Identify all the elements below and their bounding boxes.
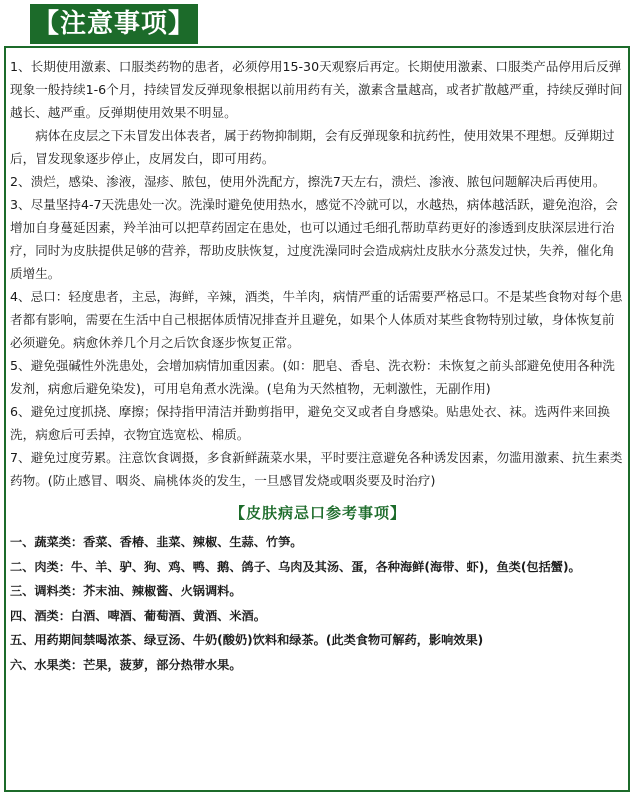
- notice-paragraph-3: 3、尽量坚持4-7天洗患处一次。洗澡时避免使用热水，感觉不冷就可以，水越热，病体越活跃，避免泡浴，会增加自身蔓延因素，羚羊油可以把草药固定在患处，也可以通过毛细孔帮助草药更好的渗透到皮肤深层进行治疗，同时为皮肤提供足够的营养，帮助皮肤恢复，过度洗澡同时会造成病灶皮肤水分蒸发过快，失养，催化角质增生。: [10, 197, 618, 281]
- diet-item-vegetables: 一、蔬菜类：香菜、香椿、韭菜、辣椒、生蒜、竹笋。: [10, 535, 303, 549]
- diet-section-title: 【皮肤病忌口参考事项】: [229, 504, 406, 522]
- diet-item-medication-period: 五、用药期间禁喝浓茶、绿豆汤、牛奶(酸奶)饮料和绿茶。(此类食物可解药，影响效果): [10, 633, 484, 647]
- notice-paragraph-1-note: 病体在皮层之下未冒发出体表者，属于药物抑制期，会有反弹现象和抗药性，使用效果不理想。反弹期过后，冒发现象逐步停止，皮屑发白，即可用药。: [10, 128, 615, 166]
- notice-content: [10, 55, 626, 677]
- notice-paragraph-2: 2、溃烂，感染、渗液，湿疹、脓包，使用外洗配方，擦洗7天左右，溃烂、渗液、脓包问题解决后再使用。: [10, 174, 606, 189]
- diet-item-alcohol: 四、酒类：白酒、啤酒、葡萄酒、黄酒、米酒。: [10, 608, 266, 623]
- diet-item-meat: 二、肉类：牛、羊、驴、狗、鸡、鸭、鹅、鸽子、乌肉及其汤、蛋，各种海鲜(海带、虾)，鱼类(包括蟹)。: [10, 559, 581, 574]
- diet-item-seasoning: 三、调料类：芥末油、辣椒酱、火锅调料。: [10, 584, 242, 598]
- notice-paragraph-5: 5、避免强碱性外洗患处，会增加病情加重因素。(如：肥皂、香皂、洗衣粉：未恢复之前头部避免使用各种洗发剂，病愈后避免染发)，可用皂角煮水洗澡。(皂角为天然植物，无刺激性，无副作用): [10, 358, 615, 396]
- diet-item-fruit: 六、水果类：芒果，菠萝，部分热带水果。: [10, 657, 242, 672]
- section-title: 【注意事项】: [30, 4, 198, 44]
- notice-paragraph-6: 6、避免过度抓挠、摩擦；保持指甲清洁并勤剪指甲，避免交叉或者自身感染。贴患处衣、袜。选两件来回换洗，病愈后可丢掉，衣物宜选宽松、棉质。: [10, 404, 610, 442]
- diet-list: [10, 530, 626, 677]
- notice-paragraph-7: 7、避免过度劳累。注意饮食调摄，多食新鲜蔬菜水果，平时要注意避免各种诱发因素，勿滥用激素、抗生素类药物。(防止感冒、咽炎、扁桃体炎的发生，一旦感冒发烧或咽炎要及时治疗): [10, 450, 623, 488]
- notice-paragraph-4: 4、忌口：轻度患者，主忌，海鲜，辛辣，酒类，牛羊肉，病情严重的话需要严格忌口。不是某些食物对每个患者都有影响，需要在生活中自己根据体质情况排查并且避免，如果个人体质对某些食物特别过敏，身体恢复前必须避免。病愈休养几个月之后饮食逐步恢复正常。: [10, 289, 623, 350]
- notice-paragraph-1: 1、长期使用激素、口服类药物的患者，必须停用15-30天观察后再定。长期使用激素、口服类产品停用后反弹现象一般持续1-6个月，持续冒发反弹现象根据以前用药有关，激素含量越高，或者扩散越严重，持续反弹时间越长、越严重。反弹期使用效果不明显。: [10, 59, 623, 120]
